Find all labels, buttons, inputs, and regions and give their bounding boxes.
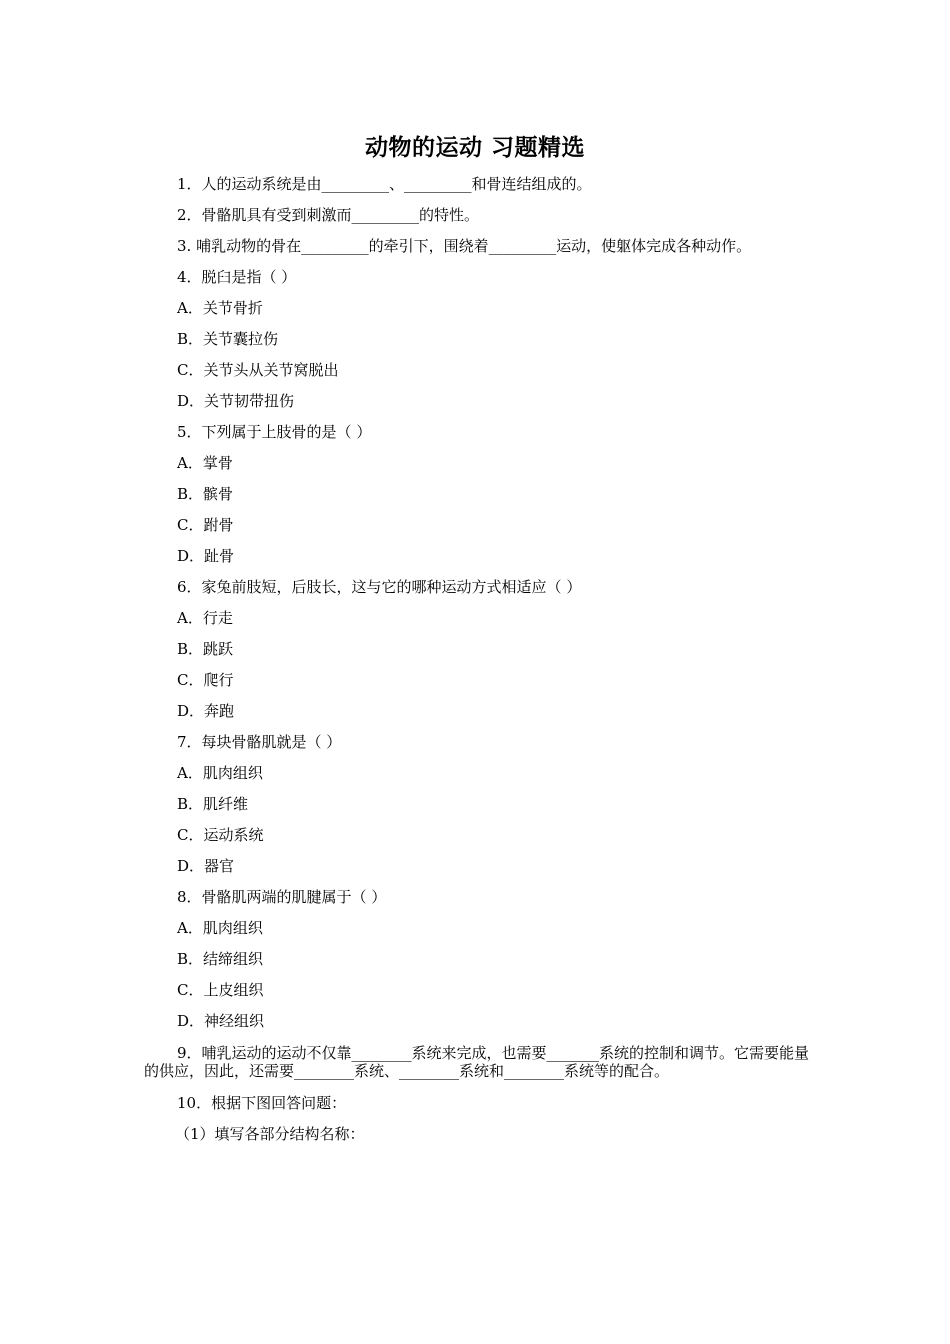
- page-title: 动物的运动 习题精选: [364, 135, 585, 161]
- question-6-option-b: B．跳跃: [177, 640, 234, 658]
- question-1: 1．人的运动系统是由_________、_________和骨连结组成的。: [177, 175, 592, 193]
- question-4-option-a: A．关节骨折: [177, 299, 263, 317]
- question-5-option-b: B．髌骨: [177, 485, 234, 503]
- question-8-option-a: A．肌肉组织: [177, 919, 263, 937]
- question-2: 2．骨骼肌具有受到刺激而_________的特性。: [177, 206, 480, 224]
- question-5-stem: 5．下列属于上肢骨的是（ ）: [177, 423, 372, 441]
- question-7-option-a: A．肌肉组织: [177, 764, 263, 782]
- question-7-option-b: B．肌纤维: [177, 795, 249, 813]
- question-10: 10．根据下图回答问题：: [177, 1094, 347, 1112]
- question-6-option-a: A．行走: [177, 609, 233, 627]
- question-6-stem: 6．家兔前肢短，后肢长，这与它的哪种运动方式相适应（ ）: [177, 578, 582, 596]
- question-7-option-c: C．运动系统: [177, 826, 264, 844]
- question-6-option-c: C．爬行: [177, 671, 234, 689]
- question-5-option-d: D．趾骨: [177, 547, 235, 565]
- question-10-part-1: （1）填写各部分结构名称：: [175, 1125, 365, 1143]
- question-4-option-c: C．关节头从关节窝脱出: [177, 361, 339, 379]
- question-4-option-d: D．关节韧带扭伤: [177, 392, 295, 410]
- question-4-option-b: B．关节囊拉伤: [177, 330, 279, 348]
- question-8-stem: 8．骨骼肌两端的肌腱属于（ ）: [177, 888, 387, 906]
- question-4-stem: 4．脱臼是指（ ）: [177, 268, 297, 286]
- question-8-option-b: B．结缔组织: [177, 950, 264, 968]
- question-8-option-c: C．上皮组织: [177, 981, 264, 999]
- question-6-option-d: D．奔跑: [177, 702, 235, 720]
- question-7-option-d: D．器官: [177, 857, 235, 875]
- question-8-option-d: D．神经组织: [177, 1012, 265, 1030]
- question-3: 3. 哺乳动物的骨在_________的牵引下，围绕着_________运动，使躯体完成各种动作。: [177, 237, 752, 255]
- question-7-stem: 7．每块骨骼肌就是（ ）: [177, 733, 342, 751]
- question-5-option-a: A．掌骨: [177, 454, 233, 472]
- question-5-option-c: C．跗骨: [177, 516, 234, 534]
- question-9: 9．哺乳运动的运动不仅靠________系统来完成，也需要_______系统的控制和调节。它需要能量的供应，因此，还需要________系统、________系统和________系统等的配合。: [144, 1044, 810, 1080]
